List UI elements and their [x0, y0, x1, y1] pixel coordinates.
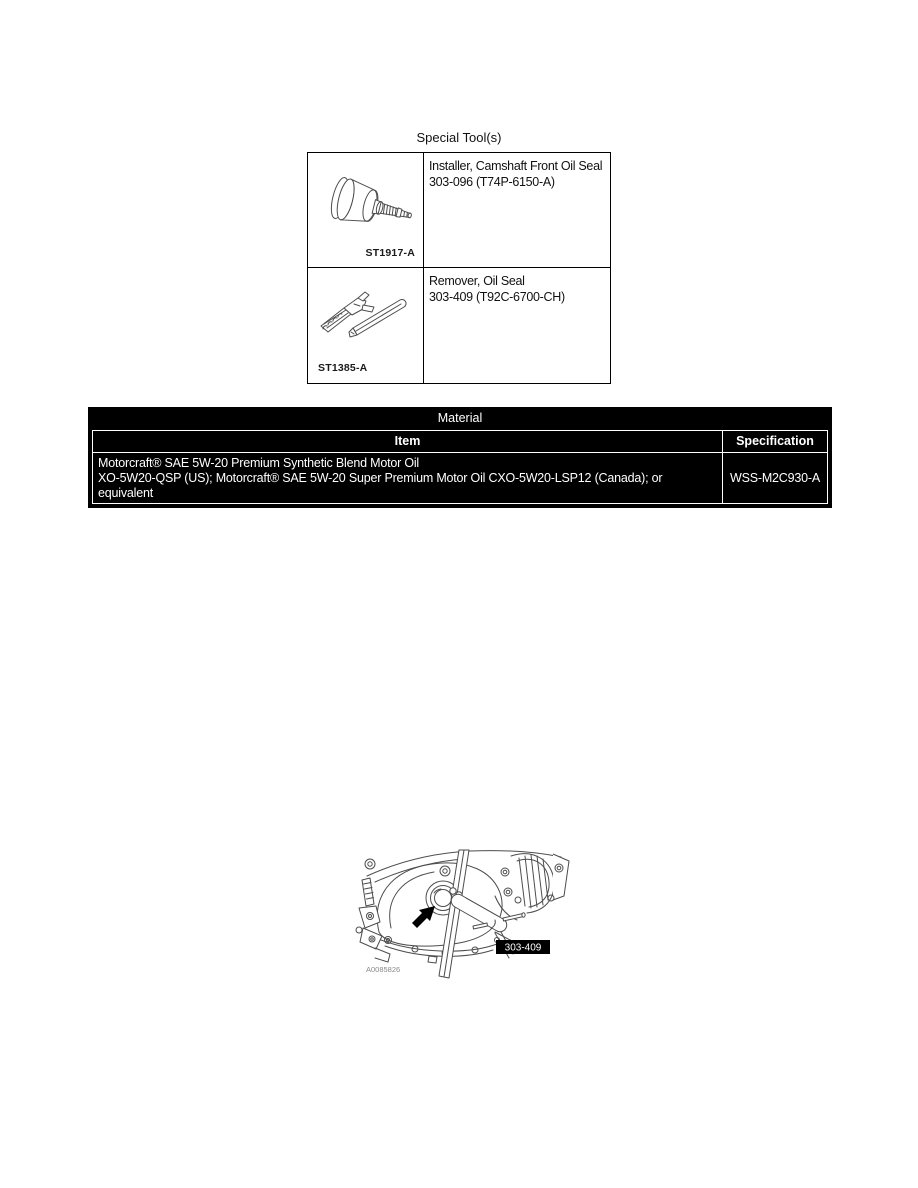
tool-description: [424, 153, 610, 267]
material-item-line: XO-5W20-QSP (US); Motorcraft® SAE 5W-20 Super Premium Motor Oil CXO-5W20-LSP12 (Canada); or: [98, 470, 663, 485]
material-table-inner: [92, 430, 828, 504]
material-table: [88, 407, 832, 508]
material-table-title: Material: [437, 411, 483, 425]
engine-line-drawing: [345, 836, 585, 986]
special-tools-table: [307, 152, 611, 384]
tool-description: [424, 268, 610, 383]
material-item-cell: [93, 453, 723, 503]
tool-callout-label: [496, 940, 550, 954]
tool-image-label: ST1917-A: [365, 247, 415, 259]
seal-removal-figure: [345, 836, 585, 986]
material-table-header: [93, 431, 827, 453]
installer-tool-image: [308, 153, 424, 267]
material-item-line: Motorcraft® SAE 5W-20 Premium Synthetic Blend Motor Oil: [98, 456, 420, 470]
material-specification-cell: WSS-M2C930-A: [730, 471, 820, 485]
table-row: [308, 153, 610, 268]
tool-name: Installer, Camshaft Front Oil Seal: [429, 159, 603, 173]
tool-image-label: ST1385-A: [318, 362, 368, 374]
tool-name: Remover, Oil Seal: [429, 274, 525, 288]
table-row: [93, 453, 827, 503]
tool-number: 303-409 (T92C-6700-CH): [429, 290, 565, 304]
remover-tool-image: [308, 268, 424, 383]
tool-number: 303-096 (T74P-6150-A): [429, 175, 555, 189]
table-row: [308, 268, 610, 383]
figure-id-text: A0085826: [366, 965, 401, 974]
pointer-arrow: [412, 906, 435, 928]
column-header-item: Item: [93, 431, 723, 452]
special-tools-title: Special Tool(s): [416, 130, 502, 145]
seal-remover-tool: [450, 888, 525, 932]
material-item-line: equivalent: [98, 485, 153, 500]
column-header-specification: Specification: [736, 434, 814, 448]
tool-callout-text: 303-409: [504, 942, 542, 954]
